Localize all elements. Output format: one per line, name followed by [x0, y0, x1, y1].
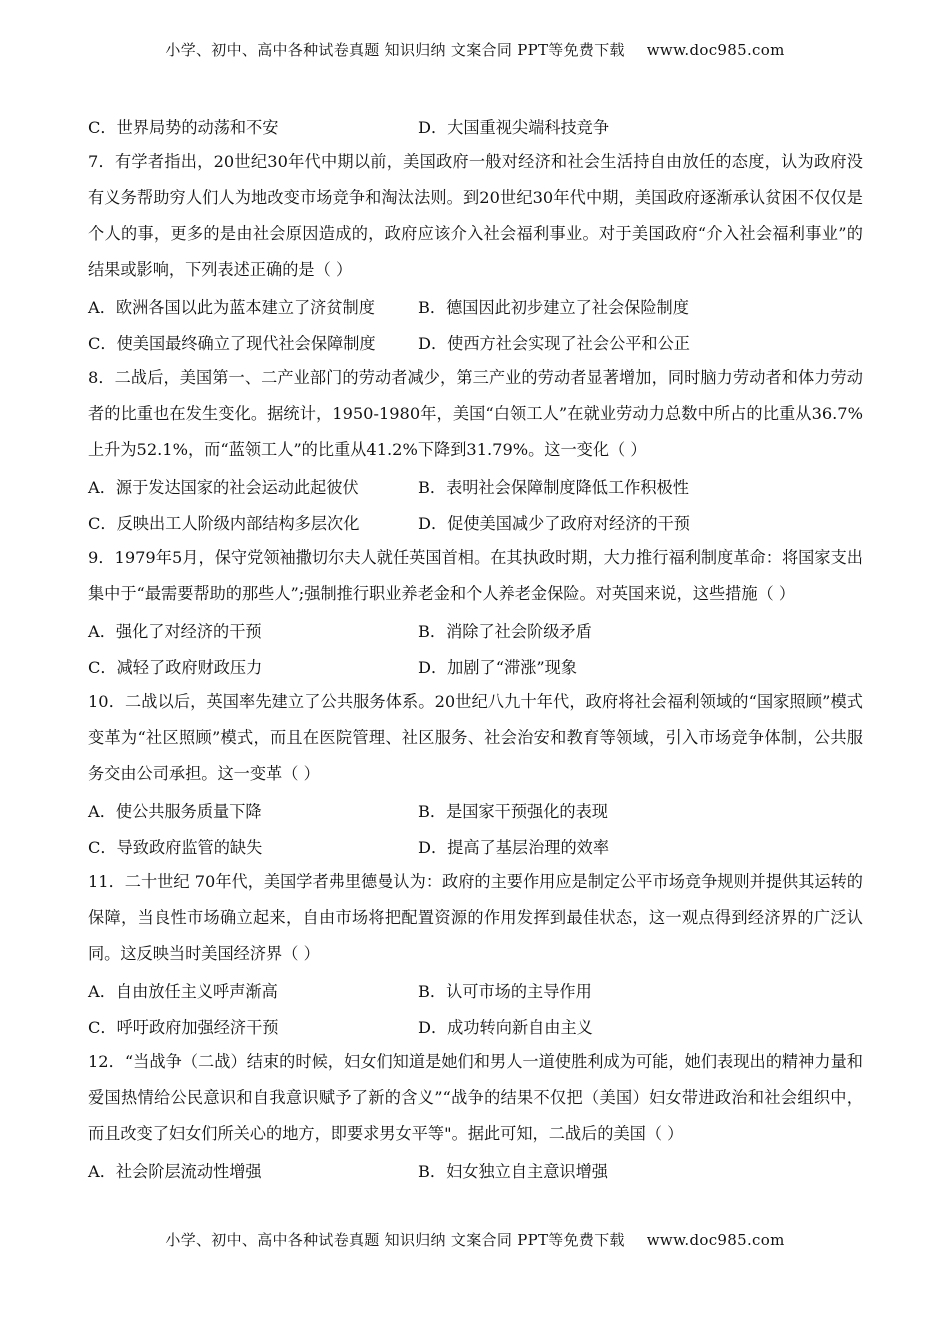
q7-options-row-1: [88, 288, 863, 324]
q12-stem: 12．“当战争（二战）结束的时候，妇女们知道是她们和男人一道使胜利成为可能，她们表现出的精神力量和爱国热情给公民意识和自我意识赋予了新的含义”“战争的结果不仅把（美国）妇女带进政治和社会组织中，而且改变了妇女们所关心的地方，即要求男女平等"。据此可知，二战后的美国（ ）: [88, 1052, 863, 1143]
q12-option-b: B．妇女独立自主意识增强: [418, 1162, 608, 1181]
q9-option-a: A．强化了对经济的干预: [88, 622, 262, 641]
q6-option-d: D．大国重视尖端科技竞争: [418, 118, 610, 137]
q10-option-b: B．是国家干预强化的表现: [418, 802, 608, 821]
q7-option-c: C．使美国最终确立了现代社会保障制度: [88, 334, 376, 353]
q11-stem: 11．二十世纪 70年代，美国学者弗里德曼认为：政府的主要作用应是制定公平市场竞争规则并提供其运转的保障，当良性市场确立起来，自由市场将把配置资源的作用发挥到最佳状态，这一观点得到经济界的广泛认同。这反映当时美国经济界（ ）: [88, 872, 863, 963]
q10-option-a: A．使公共服务质量下降: [88, 802, 262, 821]
q7-option-a: A．欧洲各国以此为蓝本建立了济贫制度: [88, 298, 375, 317]
exam-content: [88, 108, 863, 1188]
q6-options-row-1: [88, 108, 863, 144]
q10-options-row-2: [88, 828, 863, 864]
q11-options-row-2: [88, 1008, 863, 1044]
header-text: 小学、初中、高中各种试卷真题 知识归纳 文案合同 PPT等免费下载: [165, 41, 625, 59]
q7-option-b: B．德国因此初步建立了社会保险制度: [418, 298, 689, 317]
q9-option-b: B．消除了社会阶级矛盾: [418, 622, 592, 641]
q8-stem: 8．二战后，美国第一、二产业部门的劳动者减少，第三产业的劳动者显著增加，同时脑力劳动者和体力劳动者的比重也在发生变化。据统计，1950-1980年，美国“白领工人”在就业劳动力总数中所占的比重从36.7%上升为52.1%，而“蓝领工人”的比重从41.2%下降到31.79%。这一变化（ ）: [88, 368, 863, 459]
q9-option-c: C．减轻了政府财政压力: [88, 658, 263, 677]
q9-options-row-1: [88, 612, 863, 648]
q8-option-d: D．促使美国减少了政府对经济的干预: [418, 514, 690, 533]
q12-option-a: A．社会阶层流动性增强: [88, 1162, 262, 1181]
q7-options-row-2: [88, 324, 863, 360]
q9-stem: 9．1979年5月，保守党领袖撒切尔夫人就任英国首相。在其执政时期，大力推行福利制度革命：将国家支出集中于“最需要帮助的那些人”;强制推行职业养老金和个人养老金保险。对英国来说，这些措施（ ）: [88, 548, 863, 603]
q11-options-row-1: [88, 972, 863, 1008]
q10-option-d: D．提高了基层治理的效率: [418, 838, 610, 857]
q7-stem: 7．有学者指出，20世纪30年代中期以前，美国政府一般对经济和社会生活持自由放任的态度，认为政府没有义务帮助穷人们人为地改变市场竞争和淘汰法则。到20世纪30年代中期，美国政府逐渐承认贫困不仅仅是个人的事，更多的是由社会原因造成的，政府应该介入社会福利事业。对于美国政府“介入社会福利事业”的结果或影响，下列表述正确的是（ ）: [88, 152, 863, 279]
q11-option-a: A．自由放任主义呼声渐高: [88, 982, 278, 1001]
q10-options-row-1: [88, 792, 863, 828]
q9-options-row-2: [88, 648, 863, 684]
q7-option-d: D．使西方社会实现了社会公平和公正: [418, 334, 690, 353]
page-header: [0, 39, 950, 60]
q8-options-row-1: [88, 468, 863, 504]
q11-option-c: C．呼吁政府加强经济干预: [88, 1018, 279, 1037]
q6-option-c: C．世界局势的动荡和不安: [88, 118, 279, 137]
q9-option-d: D．加剧了“滞涨”现象: [418, 658, 578, 677]
header-url[interactable]: www.doc985.com: [646, 41, 785, 59]
q12-options-row-1: [88, 1152, 863, 1188]
footer-text: 小学、初中、高中各种试卷真题 知识归纳 文案合同 PPT等免费下载: [165, 1231, 625, 1249]
q8-options-row-2: [88, 504, 863, 540]
q8-option-a: A．源于发达国家的社会运动此起彼伏: [88, 478, 359, 497]
q10-option-c: C．导致政府监管的缺失: [88, 838, 263, 857]
footer-url[interactable]: www.doc985.com: [646, 1231, 785, 1249]
q8-option-c: C．反映出工人阶级内部结构多层次化: [88, 514, 360, 533]
q11-option-b: B．认可市场的主导作用: [418, 982, 592, 1001]
q11-option-d: D．成功转向新自由主义: [418, 1018, 593, 1037]
q10-stem: 10．二战以后，英国率先建立了公共服务体系。20世纪八九十年代，政府将社会福利领域的“国家照顾”模式变革为“社区照顾”模式，而且在医院管理、社区服务、社会治安和教育等领域，引入市场竞争体制，公共服务交由公司承担。这一变革（ ）: [88, 692, 863, 783]
q8-option-b: B．表明社会保障制度降低工作积极性: [418, 478, 689, 497]
page-footer: [0, 1229, 950, 1250]
